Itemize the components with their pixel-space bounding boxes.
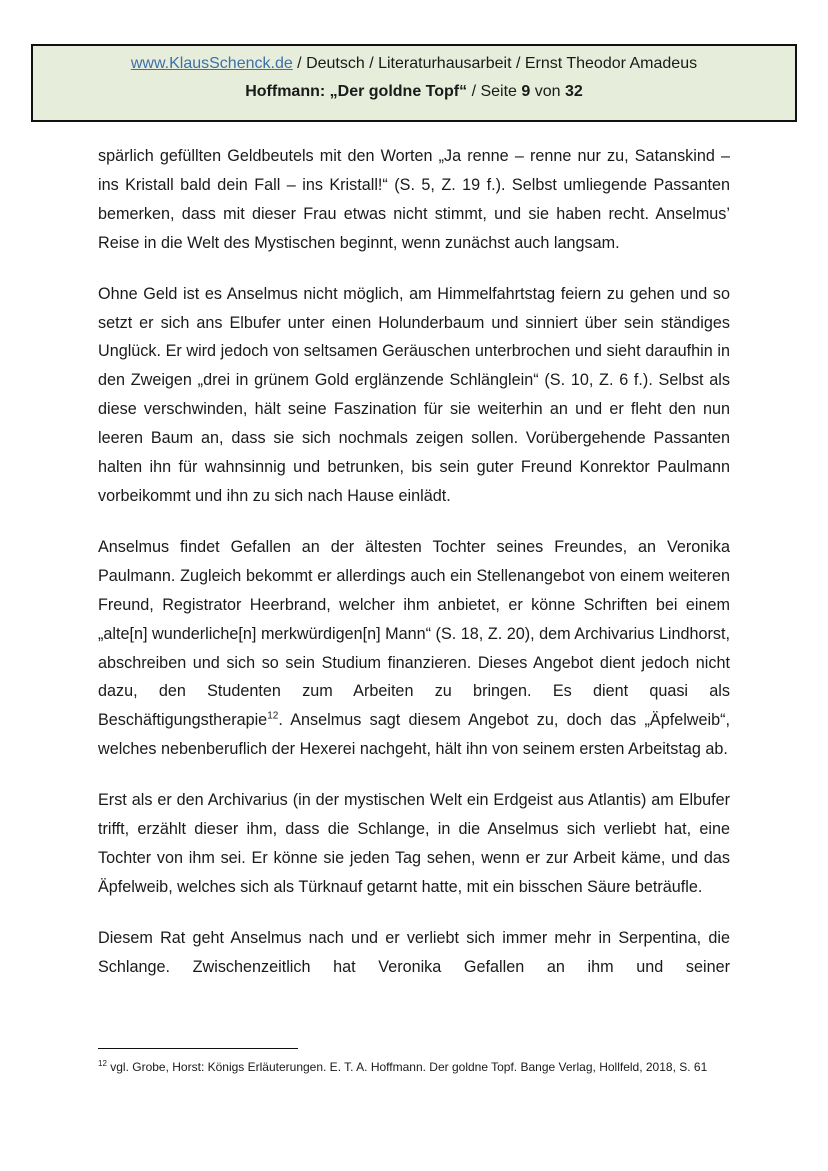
footnote xyxy=(98,1058,730,1077)
paragraph-5: Diesem Rat geht Anselmus nach und er verliebt sich immer mehr in Serpentina, die Schlange. Zwischenzeitlich hat Veronika Gefallen an ihm und seiner xyxy=(98,928,730,976)
paragraph-3-part-1: Anselmus findet Gefallen an der ältesten Tochter seines Freundes, an Veronika Paulmann. Zugleich bekommt er allerdings auch ein Stellenangebot von einem weiteren Freund, Registrator Heerbrand, welcher ihm anbietet, er könne Schriften bei einem „alte[n] wunderliche[n] merkwürdigen[n] Mann“ (S. 18, Z. 20), dem Archivarius Lindhorst, abschreiben und sich so sein Studium finanzieren. Dieses Angebot dient jedoch nicht dazu, den Studenten zum Arbeiten zu bringen. Es dient quasi als Beschäftigungstherapie xyxy=(98,537,730,730)
page-of: von xyxy=(530,83,565,100)
page-header xyxy=(31,44,797,122)
site-link[interactable]: www.KlausSchenck.de xyxy=(130,55,293,72)
header-title: Hoffmann: „Der goldne Topf“ xyxy=(245,83,468,100)
header-path: / Deutsch / Literaturhausarbeit / Ernst Theodor Amadeus xyxy=(292,55,698,72)
header-line-1 xyxy=(33,53,795,75)
paragraph-2: Ohne Geld ist es Anselmus nicht möglich, am Himmelfahrtstag feiern zu gehen und so setzt er sich ans Elbufer unter einen Holunderbaum und sinniert über sein ständiges Unglück. Er wird jedoch von seltsamen Geräuschen unterbrochen und sieht daraufhin in den Zweigen „drei in grünem Gold erglänzende Schlänglein“ (S. 10, Z. 6 f.). Selbst als diese verschwinden, hält seine Faszination für sie weiterhin an und er fleht den nun leeren Baum an, dass sie sich nochmals zeigen sollen. Vorübergehende Passanten halten ihn für wahnsinnig und betrunken, bis sein guter Freund Konrektor Paulmann vorbeikommt und ihn zu sich nach Hause einlädt. xyxy=(98,284,730,505)
page-label: / Seite xyxy=(467,83,522,100)
page-total: 32 xyxy=(564,83,583,100)
paragraph-4: Erst als er den Archivarius (in der mystischen Welt ein Erdgeist aus Atlantis) am Elbufer trifft, erzählt dieser ihm, dass die Schlange, in die Anselmus sich verliebt hat, eine Tochter von ihm sei. Er könne sie jeden Tag sehen, wenn er zur Arbeit käme, und das Äpfelweib, welches sich als Türknauf getarnt hatte, mit ein bisschen Säure beträufle. xyxy=(98,791,730,896)
header-line-2 xyxy=(33,81,795,103)
footnote-divider xyxy=(98,1048,298,1049)
footnote-text: vgl. Grobe, Horst: Königs Erläuterungen. E. T. A. Hoffmann. Der goldne Topf. Bange Verlag, Hollfeld, 2018, S. 61 xyxy=(106,1060,708,1074)
page-number: 9 xyxy=(521,83,531,100)
paragraph-1: spärlich gefüllten Geldbeutels mit den Worten „Ja renne – renne nur zu, Satanskind – ins Kristall bald dein Fall – ins Kristall!“ (S. 5, Z. 19 f.). Selbst umliegende Passanten bemerken, dass mit dieser Frau etwas nicht stimmt, und sie haben recht. Anselmus’ Reise in die Welt des Mystischen beginnt, wenn zunächst auch langsam. xyxy=(98,147,730,252)
footnote-number: 12 xyxy=(98,1059,107,1068)
paragraph-3-part-2: . Anselmus sagt diesem Angebot zu, doch das „Äpfelweib“, welches nebenberuflich der Hexerei nachgeht, hält ihn von seinem ersten Arbeitstag ab. xyxy=(98,711,730,759)
main-text xyxy=(98,142,730,1004)
footnote-ref: 12 xyxy=(267,710,279,722)
paragraph-3 xyxy=(98,533,730,764)
